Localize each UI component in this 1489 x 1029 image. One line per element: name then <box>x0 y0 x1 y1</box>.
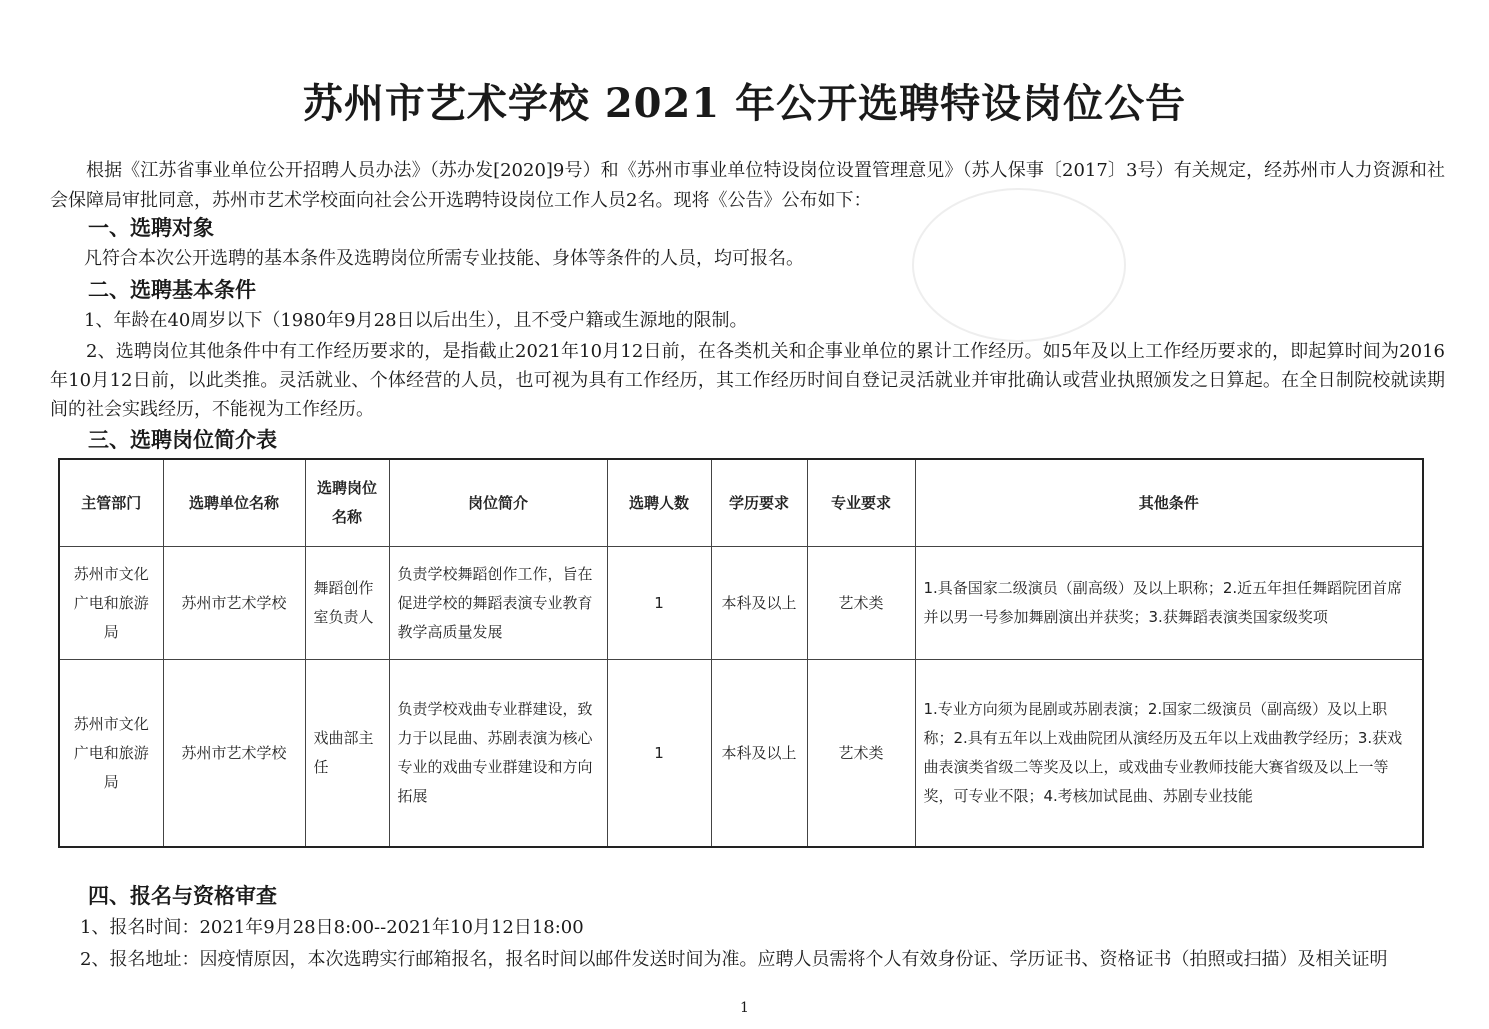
header-unit: 选聘单位名称 <box>163 459 305 547</box>
cell-count: 1 <box>607 660 711 848</box>
cell-unit: 苏州市艺术学校 <box>163 660 305 848</box>
cell-major: 艺术类 <box>807 547 915 660</box>
section-4-item-2: 2、报名地址：因疫情原因，本次选聘实行邮箱报名，报名时间以邮件发送时间为准。应聘人员需将个人有效身份证、学历证书、资格证书（拍照或扫描）及相关证明 <box>80 949 1388 970</box>
header-other: 其他条件 <box>915 459 1423 547</box>
header-edu: 学历要求 <box>711 459 807 547</box>
header-desc: 岗位简介 <box>389 459 607 547</box>
header-dept: 主管部门 <box>59 459 163 547</box>
cell-edu: 本科及以上 <box>711 547 807 660</box>
section-2-item-2: 2、选聘岗位其他条件中有工作经历要求的，是指截止2021年10月12日前，在各类机关和企事业单位的累计工作经历。如5年及以上工作经历要求的，即起算时间为2016年10月12日前，以此类推。灵活就业、个体经营的人员，也可视为具有工作经历，其工作经历时间自登记灵活就业并审批确认或营业执照颁发之日算起。在全日制院校就读期间的社会实践经历，不能视为工作经历。 <box>50 341 1445 420</box>
cell-edu: 本科及以上 <box>711 660 807 848</box>
cell-dept: 苏州市文化广电和旅游局 <box>59 547 163 660</box>
table-header-row <box>59 459 1423 547</box>
cell-unit: 苏州市艺术学校 <box>163 547 305 660</box>
cell-position: 戏曲部主任 <box>305 660 389 848</box>
cell-desc: 负责学校舞蹈创作工作，旨在促进学校的舞蹈表演专业教育教学高质量发展 <box>389 547 607 660</box>
section-1-text: 凡符合本次公开选聘的基本条件及选聘岗位所需专业技能、身体等条件的人员，均可报名。 <box>84 248 804 269</box>
section-2-item-1: 1、年龄在40周岁以下（1980年9月28日以后出生），且不受户籍或生源地的限制。 <box>84 310 748 331</box>
section-heading-3: 三、选聘岗位简介表 <box>88 428 277 452</box>
cell-other: 1.具备国家二级演员（副高级）及以上职称；2.近五年担任舞蹈院团首席并以男一号参加舞剧演出并获奖；3.获舞蹈表演类国家级奖项 <box>915 547 1423 660</box>
page-number: 1 <box>740 1000 749 1016</box>
cell-desc: 负责学校戏曲专业群建设，致力于以昆曲、苏剧表演为核心专业的戏曲专业群建设和方向拓展 <box>389 660 607 848</box>
document-title: 苏州市艺术学校 2021 年公开选聘特设岗位公告 <box>302 80 1187 127</box>
cell-count: 1 <box>607 547 711 660</box>
cell-other: 1.专业方向须为昆剧或苏剧表演；2.国家二级演员（副高级）及以上职称；2.具有五年以上戏曲院团从演经历及五年以上戏曲教学经历；3.获戏曲表演类省级二等奖及以上，或戏曲专业教师技能大赛省级及以上一等奖，可专业不限；4.考核加试昆曲、苏剧专业技能 <box>915 660 1423 848</box>
section-heading-2: 二、选聘基本条件 <box>88 278 256 302</box>
cell-position: 舞蹈创作室负责人 <box>305 547 389 660</box>
section-heading-1: 一、选聘对象 <box>88 216 214 240</box>
header-major: 专业要求 <box>807 459 915 547</box>
cell-dept: 苏州市文化广电和旅游局 <box>59 660 163 848</box>
table-row <box>59 660 1423 848</box>
header-count: 选聘人数 <box>607 459 711 547</box>
section-heading-4: 四、报名与资格审查 <box>88 884 277 908</box>
header-position: 选聘岗位名称 <box>305 459 389 547</box>
section-4-item-1: 1、报名时间：2021年9月28日8:00--2021年10月12日18:00 <box>80 917 584 938</box>
table-row <box>59 547 1423 660</box>
intro-paragraph: 根据《江苏省事业单位公开招聘人员办法》（苏办发[2020]9号）和《苏州市事业单位特设岗位设置管理意见》（苏人保事〔2017〕3号）有关规定，经苏州市人力资源和社会保障局审批同意，苏州市艺术学校面向社会公开选聘特设岗位工作人员2名。现将《公告》公布如下： <box>50 160 1445 211</box>
positions-table <box>58 458 1424 848</box>
cell-major: 艺术类 <box>807 660 915 848</box>
